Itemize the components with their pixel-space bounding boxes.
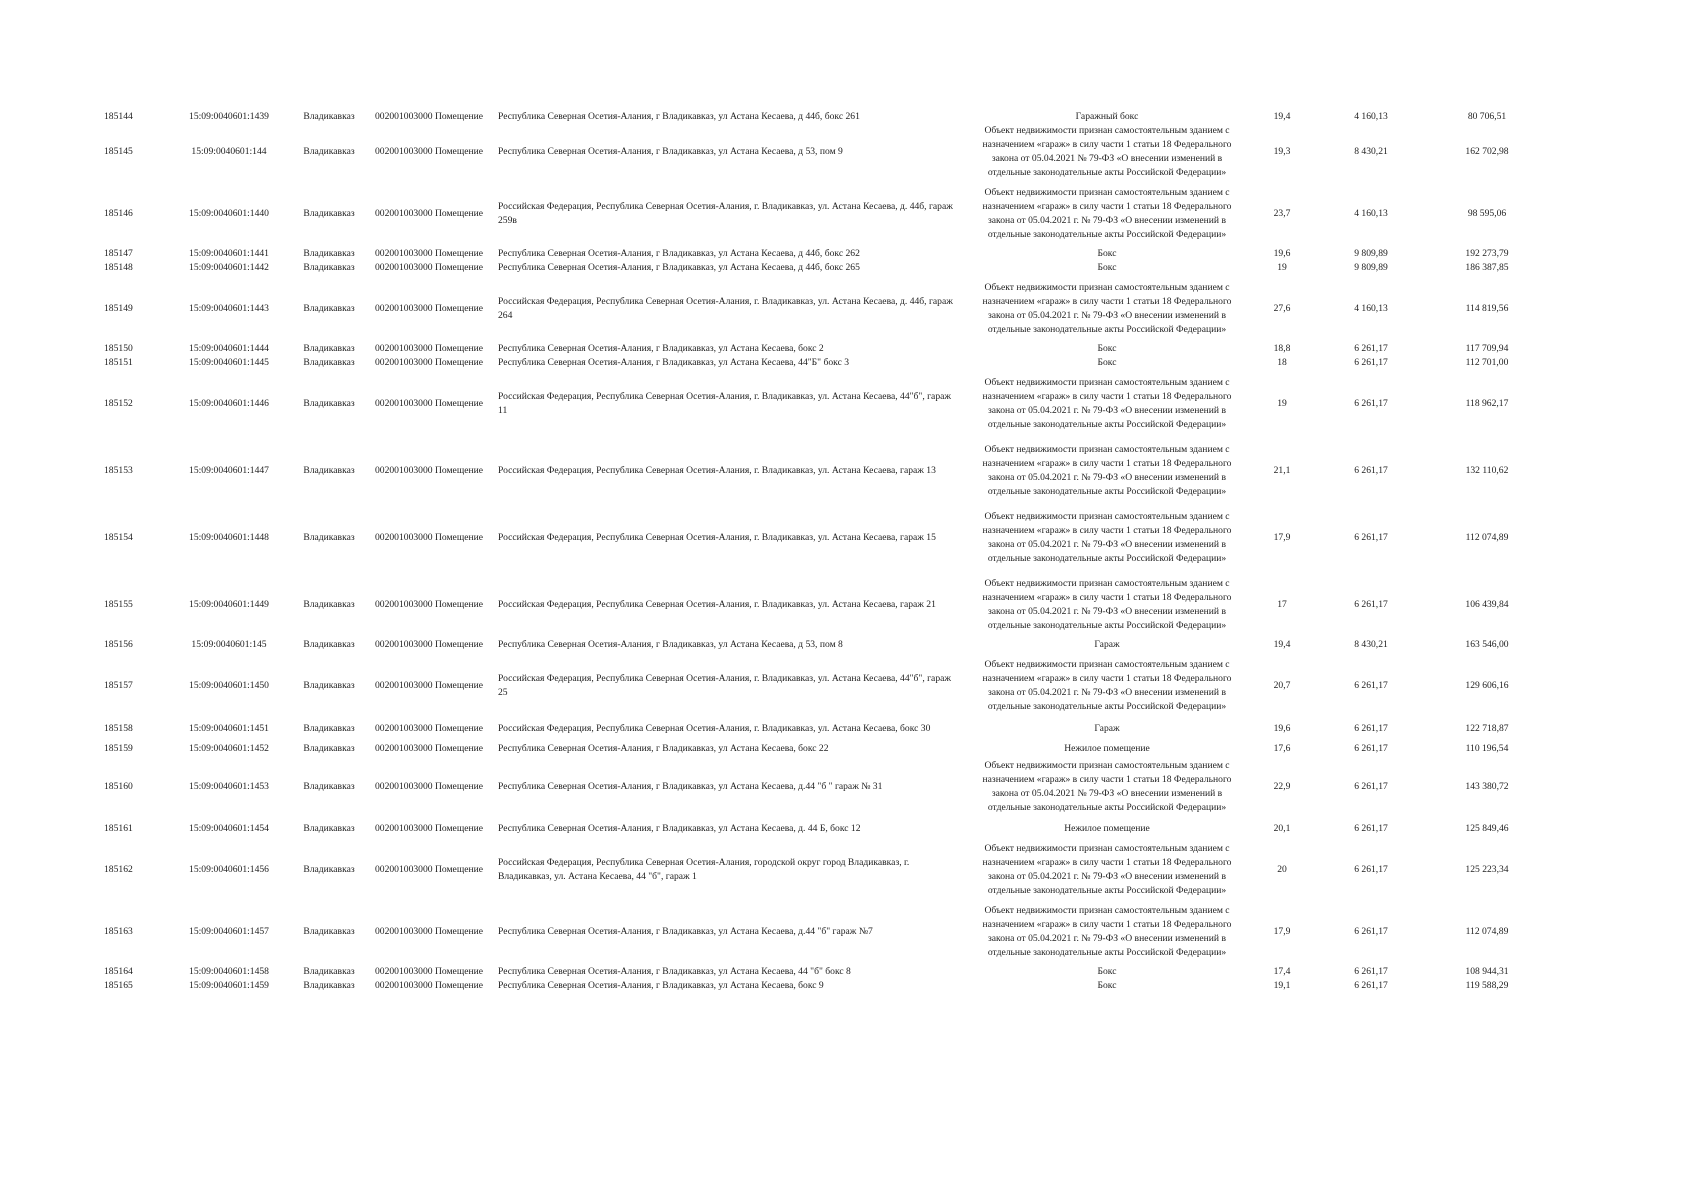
address-cell: Республика Северная Осетия-Алания, г Владикавказ, ул Астана Кесаева, д 44б, бокс 262 bbox=[498, 248, 860, 259]
object-type-cell: Объект недвижимости признан самостоятельным зданием с назначением «гараж» в силу части 1 статьи 18 Федерального закона от 05.04.2021 № 79-ФЗ «О внесении изменений в отдельные законодательные акты Российской Федерации» bbox=[982, 125, 1232, 178]
table-row bbox=[104, 739, 1548, 759]
specific-value-cell: 4 160,13 bbox=[1354, 207, 1388, 219]
specific-value-cell: 6 261,17 bbox=[1354, 464, 1388, 476]
object-type-cell: Гараж bbox=[1094, 723, 1120, 734]
object-type-cell: Объект недвижимости признан самостоятельным зданием с назначением «гараж» в силу части 1 статьи 18 Федерального закона от 05.04.2021 г. № 79-ФЗ «О внесении изменений в отдельные законодательные акты Российской Федерации» bbox=[982, 281, 1232, 335]
object-code-cell: 002001003000 Помещение bbox=[374, 925, 483, 937]
table-row bbox=[104, 759, 1548, 815]
cadastral-number-cell: 15:09:0040601:1441 bbox=[189, 248, 269, 259]
area-cell: 19,4 bbox=[1273, 111, 1291, 122]
cadastral-value-cell: 106 439,84 bbox=[1465, 598, 1509, 610]
city-cell: Владикавказ bbox=[303, 357, 355, 368]
table-row bbox=[104, 504, 1548, 571]
object-type-cell: Объект недвижимости признан самостоятельным зданием с назначением «гараж» в силу части 1 статьи 18 Федерального закона от 05.04.2021 г. № 79-ФЗ «О внесении изменений в отдельные законодательные акты Российской Федерации» bbox=[982, 843, 1232, 896]
cadastral-value-cell: 125 223,34 bbox=[1465, 864, 1509, 875]
area-cell: 19,6 bbox=[1273, 248, 1291, 259]
object-type-cell: Гаражный бокс bbox=[1075, 111, 1139, 122]
object-code-cell: 002001003000 Помещение bbox=[374, 343, 483, 354]
address-cell: Российская Федерация, Республика Северная Осетия-Алания, городской округ город Владикавказ, г. Владикавказ, ул. Астана Кесаева, 44 "б", гараж 1 bbox=[498, 857, 910, 882]
table-row bbox=[104, 124, 1548, 180]
address-cell: Российская Федерация, Республика Северная Осетия-Алания, г. Владикавказ, ул. Астана Кесаева, д. 44б, гараж 264 bbox=[498, 295, 953, 321]
area-cell: 17 bbox=[1277, 598, 1287, 610]
specific-value-cell: 6 261,17 bbox=[1354, 864, 1388, 875]
row-id-cell: 185146 bbox=[104, 207, 133, 219]
cadastral-number-cell: 15:09:0040601:1457 bbox=[189, 925, 269, 937]
cadastral-value-cell: 143 380,72 bbox=[1465, 781, 1509, 792]
cadastral-value-cell: 112 074,89 bbox=[1465, 531, 1509, 543]
specific-value-cell: 6 261,17 bbox=[1354, 343, 1388, 354]
area-cell: 19,3 bbox=[1273, 146, 1291, 157]
row-id-cell: 185152 bbox=[104, 397, 133, 409]
table-row bbox=[104, 815, 1548, 842]
table-row bbox=[104, 370, 1548, 437]
city-cell: Владикавказ bbox=[303, 925, 355, 937]
object-type-cell: Объект недвижимости признан самостоятельным зданием с назначением «гараж» в силу части 1 статьи 18 Федерального закона от 05.04.2021 г. № 79-ФЗ «О внесении изменений в отдельные законодательные акты Российской Федерации» bbox=[982, 577, 1232, 631]
cadastral-value-cell: 122 718,87 bbox=[1465, 723, 1509, 734]
object-code-cell: 002001003000 Помещение bbox=[374, 531, 483, 543]
table-row bbox=[104, 965, 1548, 979]
row-id-cell: 185150 bbox=[104, 343, 133, 354]
cadastral-number-cell: 15:09:0040601:1442 bbox=[189, 262, 269, 273]
row-id-cell: 185151 bbox=[104, 357, 133, 368]
address-cell: Республика Северная Осетия-Алания, г Владикавказ, ул Астана Кесаева, 44"Б" бокс 3 bbox=[498, 357, 850, 368]
cadastral-number-cell: 15:09:0040601:1447 bbox=[189, 464, 269, 476]
object-type-cell: Объект недвижимости признан самостоятельным зданием с назначением «гараж» в силу части 1 статьи 18 Федерального закона от 05.04.2021 г. № 79-ФЗ «О внесении изменений в отдельные законодательные акты Российской Федерации» bbox=[982, 186, 1232, 240]
address-cell: Республика Северная Осетия-Алания, г Владикавказ, ул Астана Кесаева, 44 "б" бокс 8 bbox=[498, 966, 851, 977]
cadastral-value-cell: 192 273,79 bbox=[1465, 248, 1509, 259]
address-cell: Российская Федерация, Республика Северная Осетия-Алания, г. Владикавказ, ул. Астана Кесаева, гараж 13 bbox=[498, 464, 936, 476]
table-row bbox=[104, 571, 1548, 638]
table-row bbox=[104, 110, 1548, 124]
city-cell: Владикавказ bbox=[303, 397, 355, 409]
area-cell: 20,1 bbox=[1273, 822, 1291, 834]
object-code-cell: 002001003000 Помещение bbox=[374, 639, 483, 650]
object-code-cell: 002001003000 Помещение bbox=[374, 302, 483, 314]
table-row bbox=[104, 638, 1548, 652]
city-cell: Владикавказ bbox=[303, 146, 355, 157]
object-type-cell: Нежилое помещение bbox=[1064, 822, 1150, 834]
row-id-cell: 185158 bbox=[104, 723, 133, 734]
object-type-cell: Объект недвижимости признан самостоятельным зданием с назначением «гараж» в силу части 1 статьи 18 Федерального закона от 05.04.2021 № 79-ФЗ «О внесении изменений в отдельные законодательные акты Российской Федерации» bbox=[982, 760, 1232, 813]
address-cell: Республика Северная Осетия-Алания, г Владикавказ, ул Астана Кесаева, д 44б, бокс 265 bbox=[498, 262, 860, 273]
address-cell: Республика Северная Осетия-Алания, г Владикавказ, ул Астана Кесаева, д 53, пом 8 bbox=[498, 639, 843, 650]
object-type-cell: Нежилое помещение bbox=[1064, 743, 1150, 754]
city-cell: Владикавказ bbox=[303, 639, 355, 650]
specific-value-cell: 6 261,17 bbox=[1354, 357, 1388, 368]
table-row bbox=[104, 180, 1548, 247]
area-cell: 19 bbox=[1277, 262, 1287, 273]
cadastral-value-cell: 117 709,94 bbox=[1465, 343, 1509, 354]
specific-value-cell: 4 160,13 bbox=[1354, 111, 1388, 122]
object-code-cell: 002001003000 Помещение bbox=[374, 822, 483, 834]
object-code-cell: 002001003000 Помещение bbox=[374, 980, 483, 991]
cadastral-number-cell: 15:09:0040601:1448 bbox=[189, 531, 269, 543]
table-row bbox=[104, 247, 1548, 261]
object-type-cell: Бокс bbox=[1097, 357, 1117, 368]
city-cell: Владикавказ bbox=[303, 111, 355, 122]
specific-value-cell: 6 261,17 bbox=[1354, 679, 1388, 691]
cadastral-value-cell: 108 944,31 bbox=[1465, 966, 1509, 977]
area-cell: 17,4 bbox=[1273, 966, 1291, 977]
city-cell: Владикавказ bbox=[303, 302, 355, 314]
area-cell: 19,6 bbox=[1273, 723, 1291, 734]
object-code-cell: 002001003000 Помещение bbox=[374, 781, 483, 792]
table-row bbox=[104, 652, 1548, 719]
address-cell: Республика Северная Осетия-Алания, г Владикавказ, ул Астана Кесаева, бокс 2 bbox=[498, 343, 824, 354]
row-id-cell: 185149 bbox=[104, 302, 133, 314]
object-type-cell: Объект недвижимости признан самостоятельным зданием с назначением «гараж» в силу части 1 статьи 18 Федерального закона от 05.04.2021 г. № 79-ФЗ «О внесении изменений в отдельные законодательные акты Российской Федерации» bbox=[982, 904, 1232, 958]
table-row bbox=[104, 979, 1548, 993]
cadastral-number-cell: 15:09:0040601:1459 bbox=[189, 980, 269, 991]
address-cell: Российская Федерация, Республика Северная Осетия-Алания, г. Владикавказ, ул. Астана Кесаева, бокс 30 bbox=[498, 723, 931, 734]
city-cell: Владикавказ bbox=[303, 531, 355, 543]
cadastral-number-cell: 15:09:0040601:1451 bbox=[189, 723, 269, 734]
cadastral-number-cell: 15:09:0040601:1449 bbox=[189, 598, 269, 610]
object-type-cell: Объект недвижимости признан самостоятельным зданием с назначением «гараж» в силу части 1 статьи 18 Федерального закона от 05.04.2021 г. № 79-ФЗ «О внесении изменений в отдельные законодательные акты Российской Федерации» bbox=[982, 510, 1232, 564]
city-cell: Владикавказ bbox=[303, 464, 355, 476]
table-row bbox=[104, 342, 1548, 356]
specific-value-cell: 6 261,17 bbox=[1354, 822, 1388, 834]
row-id-cell: 185148 bbox=[104, 262, 133, 273]
row-id-cell: 185144 bbox=[104, 111, 133, 122]
specific-value-cell: 6 261,17 bbox=[1354, 531, 1388, 543]
address-cell: Республика Северная Осетия-Алания, г Владикавказ, ул Астана Кесаева, бокс 9 bbox=[498, 980, 824, 991]
cadastral-value-cell: 163 546,00 bbox=[1465, 639, 1509, 650]
object-code-cell: 002001003000 Помещение bbox=[374, 723, 483, 734]
cadastral-number-cell: 15:09:0040601:1445 bbox=[189, 357, 269, 368]
address-cell: Российская Федерация, Республика Северная Осетия-Алания, г. Владикавказ, ул. Астана Кесаева, 44"б", гараж 11 bbox=[498, 390, 952, 416]
specific-value-cell: 6 261,17 bbox=[1354, 925, 1388, 937]
city-cell: Владикавказ bbox=[303, 781, 355, 792]
object-type-cell: Объект недвижимости признан самостоятельным зданием с назначением «гараж» в силу части 1 статьи 18 Федерального закона от 05.04.2021 г. № 79-ФЗ «О внесении изменений в отдельные законодательные акты Российской Федерации» bbox=[982, 376, 1232, 430]
specific-value-cell: 6 261,17 bbox=[1354, 980, 1388, 991]
address-cell: Республика Северная Осетия-Алания, г Владикавказ, ул Астана Кесаева, д.44 "б" гараж №7 bbox=[498, 925, 873, 937]
object-code-cell: 002001003000 Помещение bbox=[374, 146, 483, 157]
object-type-cell: Бокс bbox=[1097, 966, 1117, 977]
cadastral-number-cell: 15:09:0040601:1453 bbox=[189, 781, 269, 792]
cadastral-value-cell: 114 819,56 bbox=[1465, 302, 1509, 314]
cadastral-value-cell: 125 849,46 bbox=[1465, 822, 1509, 834]
row-id-cell: 185162 bbox=[104, 864, 133, 875]
specific-value-cell: 6 261,17 bbox=[1354, 723, 1388, 734]
row-id-cell: 185163 bbox=[104, 925, 133, 937]
address-cell: Республика Северная Осетия-Алания, г Владикавказ, ул Астана Кесаева, бокс 22 bbox=[498, 743, 829, 754]
cadastral-value-cell: 129 606,16 bbox=[1465, 679, 1509, 691]
area-cell: 18,8 bbox=[1273, 343, 1291, 354]
area-cell: 18 bbox=[1277, 357, 1287, 368]
address-cell: Республика Северная Осетия-Алания, г Владикавказ, ул Астана Кесаева, д 44б, бокс 261 bbox=[498, 111, 860, 122]
table-row bbox=[104, 437, 1548, 504]
row-id-cell: 185153 bbox=[104, 464, 133, 476]
object-type-cell: Бокс bbox=[1097, 248, 1117, 259]
object-code-cell: 002001003000 Помещение bbox=[374, 464, 483, 476]
cadastral-number-cell: 15:09:0040601:1456 bbox=[189, 864, 269, 875]
registry-table-body bbox=[104, 110, 1548, 993]
address-cell: Российская Федерация, Республика Северная Осетия-Алания, г. Владикавказ, ул. Астана Кесаева, гараж 15 bbox=[498, 531, 936, 543]
row-id-cell: 185154 bbox=[104, 531, 133, 543]
table-row bbox=[104, 356, 1548, 370]
cadastral-value-cell: 80 706,51 bbox=[1467, 111, 1507, 122]
cadastral-value-cell: 118 962,17 bbox=[1465, 397, 1509, 409]
registry-table bbox=[104, 110, 1548, 993]
cadastral-value-cell: 112 074,89 bbox=[1465, 925, 1509, 937]
object-code-cell: 002001003000 Помещение bbox=[374, 966, 483, 977]
specific-value-cell: 6 261,17 bbox=[1354, 598, 1388, 610]
specific-value-cell: 6 261,17 bbox=[1354, 397, 1388, 409]
specific-value-cell: 4 160,13 bbox=[1354, 302, 1388, 314]
area-cell: 17,9 bbox=[1273, 925, 1291, 937]
cadastral-number-cell: 15:09:0040601:1446 bbox=[189, 397, 269, 409]
city-cell: Владикавказ bbox=[303, 864, 355, 875]
city-cell: Владикавказ bbox=[303, 679, 355, 691]
cadastral-number-cell: 15:09:0040601:1443 bbox=[189, 302, 269, 314]
object-type-cell: Бокс bbox=[1097, 980, 1117, 991]
specific-value-cell: 8 430,21 bbox=[1354, 146, 1388, 157]
row-id-cell: 185161 bbox=[104, 822, 133, 834]
object-type-cell: Бокс bbox=[1097, 262, 1117, 273]
city-cell: Владикавказ bbox=[303, 980, 355, 991]
cadastral-number-cell: 15:09:0040601:1444 bbox=[189, 343, 269, 354]
area-cell: 23,7 bbox=[1273, 207, 1291, 219]
city-cell: Владикавказ bbox=[303, 723, 355, 734]
row-id-cell: 185147 bbox=[104, 248, 133, 259]
cadastral-value-cell: 112 701,00 bbox=[1465, 357, 1509, 368]
object-type-cell: Объект недвижимости признан самостоятельным зданием с назначением «гараж» в силу части 1 статьи 18 Федерального закона от 05.04.2021 г. № 79-ФЗ «О внесении изменений в отдельные законодательные акты Российской Федерации» bbox=[982, 658, 1232, 712]
specific-value-cell: 9 809,89 bbox=[1354, 248, 1388, 259]
area-cell: 22,9 bbox=[1273, 781, 1291, 792]
cadastral-value-cell: 110 196,54 bbox=[1465, 743, 1509, 754]
table-row bbox=[104, 898, 1548, 965]
cadastral-number-cell: 15:09:0040601:144 bbox=[191, 146, 267, 157]
row-id-cell: 185164 bbox=[104, 966, 133, 977]
city-cell: Владикавказ bbox=[303, 598, 355, 610]
city-cell: Владикавказ bbox=[303, 743, 355, 754]
cadastral-value-cell: 132 110,62 bbox=[1465, 464, 1509, 476]
object-code-cell: 002001003000 Помещение bbox=[374, 743, 483, 754]
cadastral-number-cell: 15:09:0040601:1452 bbox=[189, 743, 269, 754]
cadastral-value-cell: 162 702,98 bbox=[1465, 146, 1509, 157]
cadastral-value-cell: 186 387,85 bbox=[1465, 262, 1509, 273]
cadastral-number-cell: 15:09:0040601:1450 bbox=[189, 679, 269, 691]
object-code-cell: 002001003000 Помещение bbox=[374, 262, 483, 273]
cadastral-number-cell: 15:09:0040601:1458 bbox=[189, 966, 269, 977]
area-cell: 21,1 bbox=[1273, 464, 1291, 476]
object-type-cell: Объект недвижимости признан самостоятельным зданием с назначением «гараж» в силу части 1 статьи 18 Федерального закона от 05.04.2021 г. № 79-ФЗ «О внесении изменений в отдельные законодательные акты Российской Федерации» bbox=[982, 443, 1232, 497]
area-cell: 17,9 bbox=[1273, 531, 1291, 543]
object-type-cell: Гараж bbox=[1094, 639, 1120, 650]
object-code-cell: 002001003000 Помещение bbox=[374, 248, 483, 259]
object-code-cell: 002001003000 Помещение bbox=[374, 598, 483, 610]
address-cell: Российская Федерация, Республика Северная Осетия-Алания, г. Владикавказ, ул. Астана Кесаева, 44"б", гараж 25 bbox=[498, 672, 952, 698]
row-id-cell: 185159 bbox=[104, 743, 133, 754]
object-code-cell: 002001003000 Помещение bbox=[374, 397, 483, 409]
area-cell: 20,7 bbox=[1273, 679, 1291, 691]
address-cell: Республика Северная Осетия-Алания, г Владикавказ, ул Астана Кесаева, д.44 "б " гараж № 31 bbox=[498, 781, 883, 792]
row-id-cell: 185165 bbox=[104, 980, 133, 991]
city-cell: Владикавказ bbox=[303, 343, 355, 354]
specific-value-cell: 6 261,17 bbox=[1354, 781, 1388, 792]
area-cell: 19 bbox=[1277, 397, 1287, 409]
address-cell: Республика Северная Осетия-Алания, г Владикавказ, ул Астана Кесаева, д 53, пом 9 bbox=[498, 146, 843, 157]
address-cell: Российская Федерация, Республика Северная Осетия-Алания, г. Владикавказ, ул. Астана Кесаева, гараж 21 bbox=[498, 598, 936, 610]
row-id-cell: 185156 bbox=[104, 639, 133, 650]
cadastral-value-cell: 98 595,06 bbox=[1467, 207, 1507, 219]
area-cell: 20 bbox=[1277, 864, 1287, 875]
cadastral-value-cell: 119 588,29 bbox=[1465, 980, 1509, 991]
row-id-cell: 185145 bbox=[104, 146, 133, 157]
object-code-cell: 002001003000 Помещение bbox=[374, 864, 483, 875]
address-cell: Республика Северная Осетия-Алания, г Владикавказ, ул Астана Кесаева, д. 44 Б, бокс 12 bbox=[498, 822, 861, 834]
object-code-cell: 002001003000 Помещение bbox=[374, 679, 483, 691]
city-cell: Владикавказ bbox=[303, 822, 355, 834]
city-cell: Владикавказ bbox=[303, 248, 355, 259]
area-cell: 19,1 bbox=[1273, 980, 1291, 991]
specific-value-cell: 6 261,17 bbox=[1354, 743, 1388, 754]
table-row bbox=[104, 719, 1548, 739]
object-type-cell: Бокс bbox=[1097, 343, 1117, 354]
object-code-cell: 002001003000 Помещение bbox=[374, 111, 483, 122]
area-cell: 17,6 bbox=[1273, 743, 1291, 754]
object-code-cell: 002001003000 Помещение bbox=[374, 357, 483, 368]
city-cell: Владикавказ bbox=[303, 966, 355, 977]
object-code-cell: 002001003000 Помещение bbox=[374, 207, 483, 219]
table-row bbox=[104, 261, 1548, 275]
row-id-cell: 185155 bbox=[104, 598, 133, 610]
city-cell: Владикавказ bbox=[303, 207, 355, 219]
row-id-cell: 185160 bbox=[104, 781, 133, 792]
specific-value-cell: 8 430,21 bbox=[1354, 639, 1388, 650]
cadastral-number-cell: 15:09:0040601:145 bbox=[191, 639, 267, 650]
area-cell: 19,4 bbox=[1273, 639, 1291, 650]
row-id-cell: 185157 bbox=[104, 679, 133, 691]
table-row bbox=[104, 842, 1548, 898]
cadastral-number-cell: 15:09:0040601:1454 bbox=[189, 822, 269, 834]
specific-value-cell: 6 261,17 bbox=[1354, 966, 1388, 977]
area-cell: 27,6 bbox=[1273, 302, 1291, 314]
specific-value-cell: 9 809,89 bbox=[1354, 262, 1388, 273]
city-cell: Владикавказ bbox=[303, 262, 355, 273]
address-cell: Российская Федерация, Республика Северная Осетия-Алания, г. Владикавказ, ул. Астана Кесаева, д. 44б, гараж 259в bbox=[498, 200, 953, 226]
cadastral-number-cell: 15:09:0040601:1440 bbox=[189, 207, 269, 219]
cadastral-number-cell: 15:09:0040601:1439 bbox=[189, 111, 269, 122]
table-row bbox=[104, 275, 1548, 342]
